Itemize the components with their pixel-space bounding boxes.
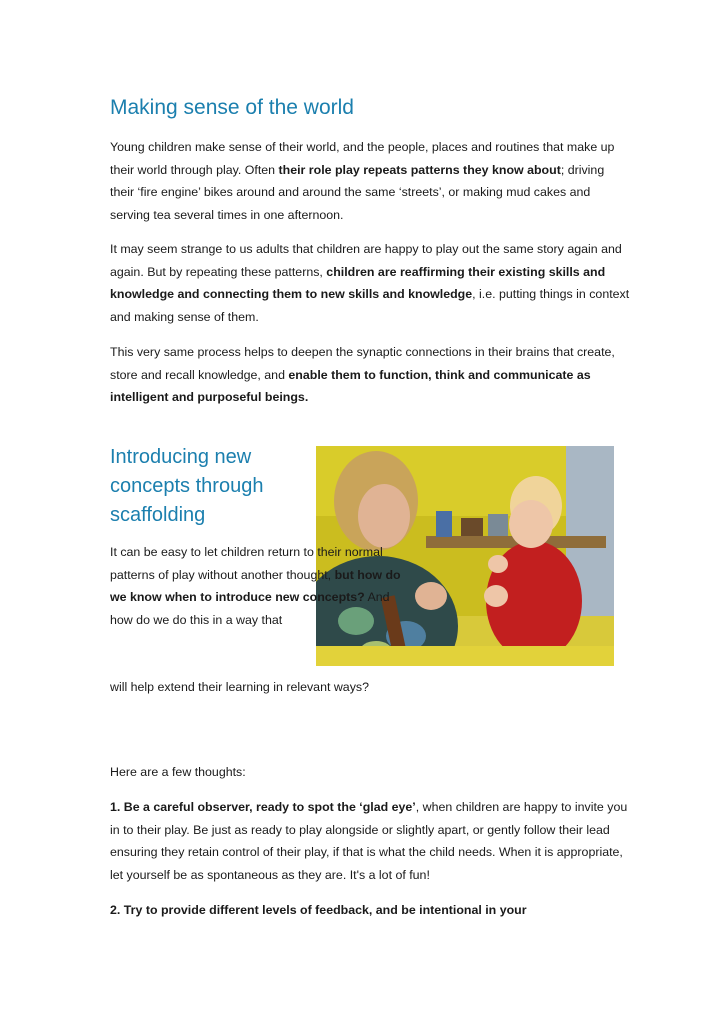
paragraph-role-play bbox=[110, 136, 630, 226]
paragraph-thought-2 bbox=[110, 899, 630, 922]
p6-text-c: , when children are happy to invite you in to their play. Be just as ready to play alongside or slightly apart, or gently follow their lead ensuring they retain control of their play, if that is what the child needs. When it is appropriate, let yourself be as spontaneous as they are. It's a lot of fun! bbox=[110, 800, 628, 882]
p1-text-c: ; driving their ‘fire engine’ bikes around and around the same ‘streets’, or making mud cakes and serving tea several times in one afternoon. bbox=[110, 162, 605, 222]
paragraph-synaptic bbox=[110, 341, 630, 409]
p2-text-a: It may seem strange to us adults that children are happy to play out the same story again and again. But by repeating these patterns, bbox=[110, 242, 622, 279]
p1-text-a: Young children make sense of their world, and the people, places and routines that make up their world through play. Often bbox=[110, 140, 615, 177]
p4-bold: but how do we know when to introduce new concepts? bbox=[110, 567, 401, 604]
paragraph-thought-1 bbox=[110, 796, 630, 886]
paragraph-new-concepts bbox=[110, 541, 410, 631]
section-heading-scaffolding: Introducing new concepts through scaffolding bbox=[110, 446, 264, 526]
p1-bold: their role play repeats patterns they know about bbox=[278, 162, 561, 177]
paragraph-repeating-patterns bbox=[110, 238, 630, 328]
paragraph-new-concepts-tail: will help extend their learning in relevant ways? bbox=[110, 680, 369, 694]
section-heading-making-sense: Making sense of the world bbox=[110, 96, 354, 119]
p4-text-a: It can be easy to let children return to their normal patterns of play without another thought, bbox=[110, 545, 383, 582]
p6-bold: 1. Be a careful observer, ready to spot the ‘glad eye’ bbox=[110, 800, 416, 814]
p4-text-c: And how do we do this in a way that bbox=[110, 590, 390, 627]
p3-bold: enable them to function, think and communicate as intelligent and purposeful beings. bbox=[110, 367, 591, 404]
p7-bold: 2. Try to provide different levels of feedback, and be intentional in your bbox=[110, 903, 527, 917]
p2-text-c: , i.e. putting things in context and making sense of them. bbox=[110, 287, 630, 324]
paragraph-intro-thoughts: Here are a few thoughts: bbox=[110, 765, 246, 779]
p2-bold: children are reaffirming their existing skills and knowledge and connecting them to new skills and knowledge bbox=[110, 264, 606, 301]
p3-text-a: This very same process helps to deepen the synaptic connections in their brains that create, store and recall knowledge, and bbox=[110, 345, 615, 382]
